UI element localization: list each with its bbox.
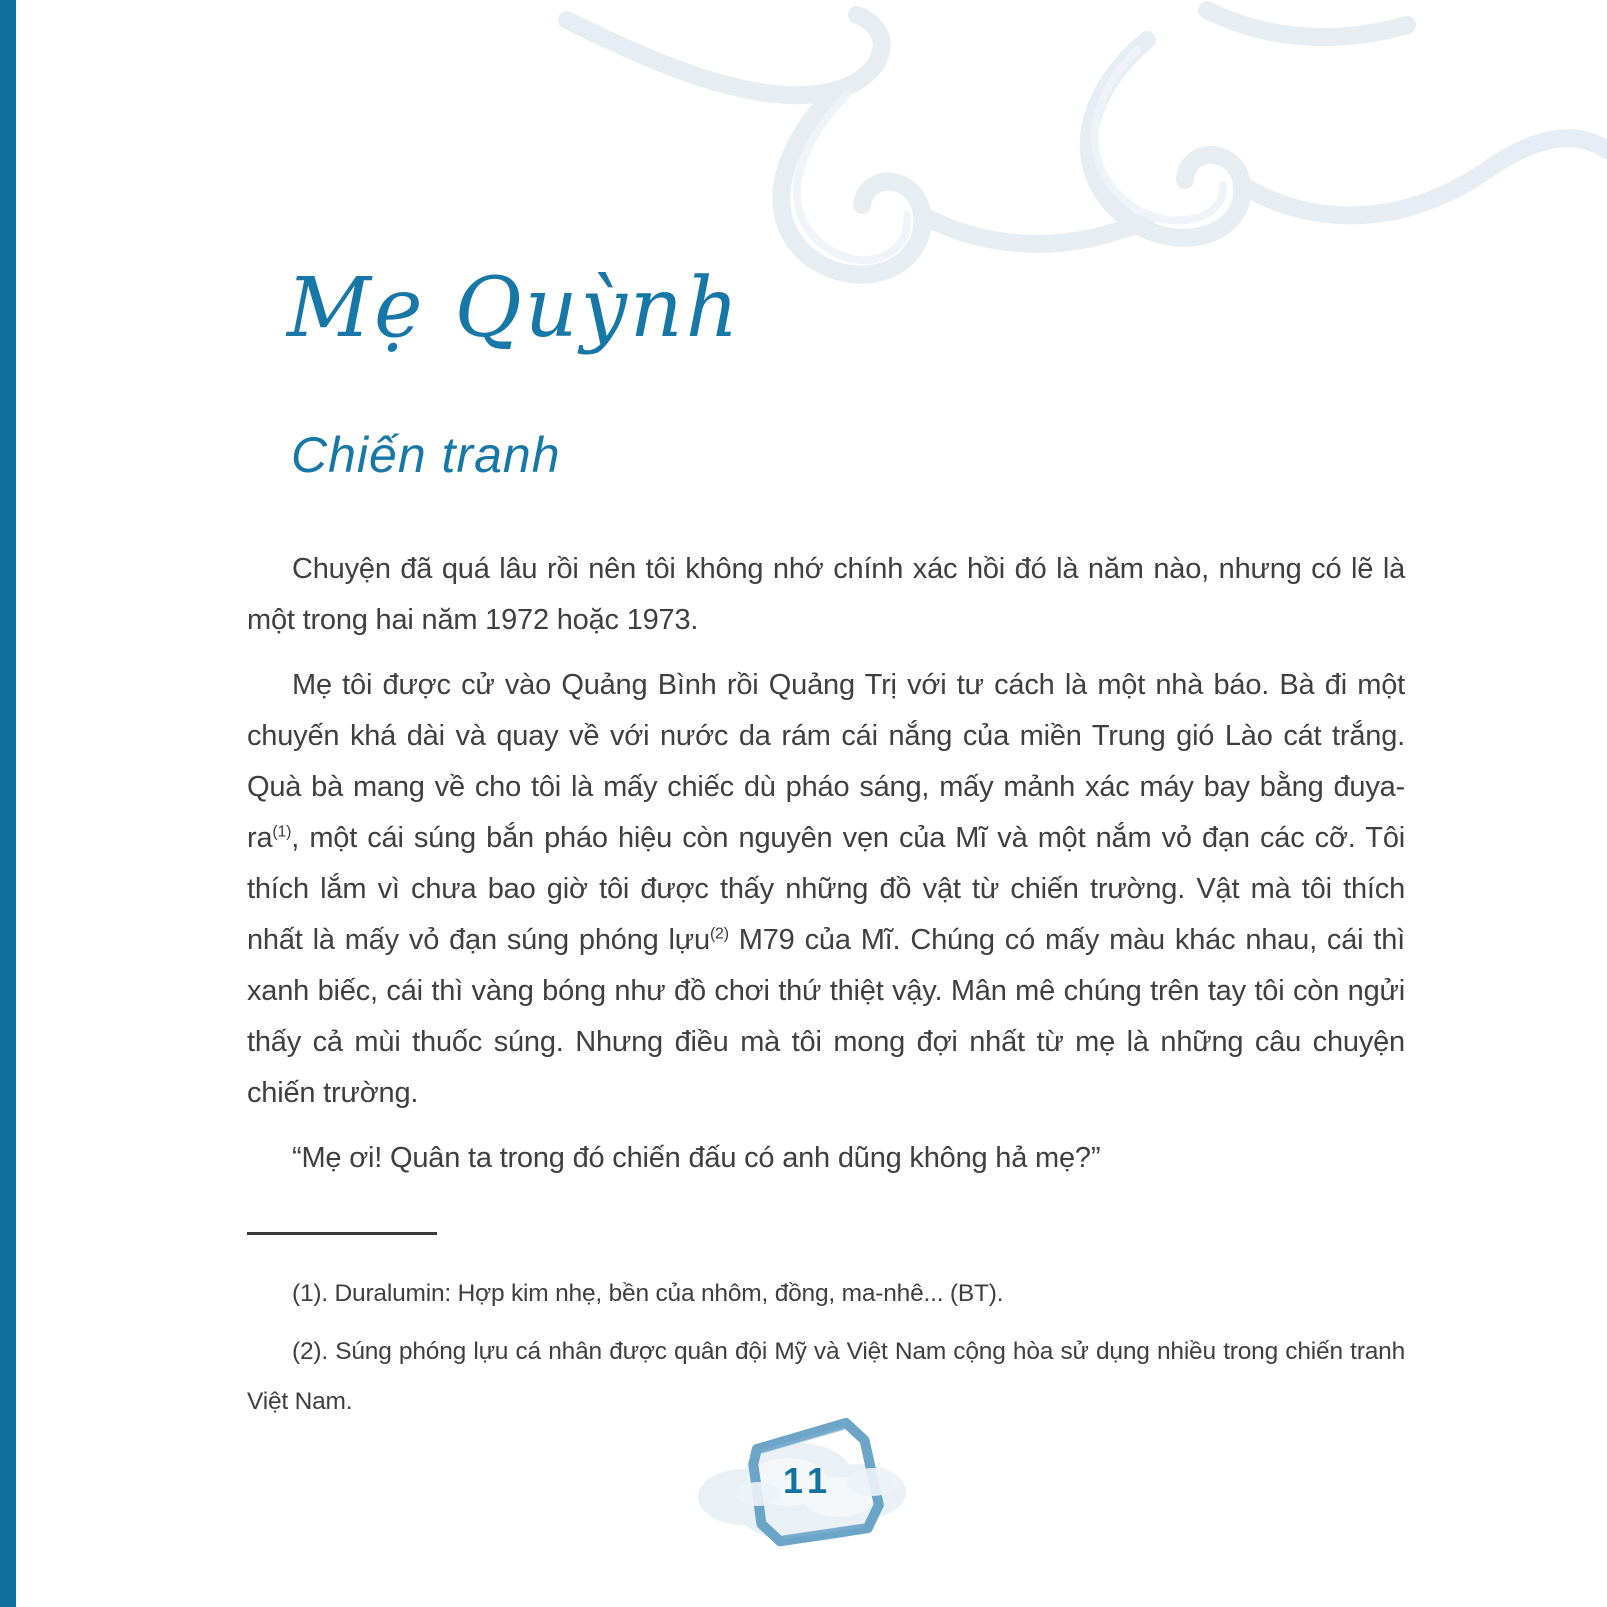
paragraph-1 — [247, 544, 1405, 646]
dialogue-line — [247, 1133, 1405, 1184]
dialogue-text: “Mẹ ơi! Quân ta trong đó chiến đấu có anh dũng không hả mẹ?” — [292, 1142, 1101, 1174]
footnote-2: (2). Súng phóng lựu cá nhân được quân đội Mỹ và Việt Nam cộng hòa sử dụng nhiều trong chiến tranh Việt Nam. — [247, 1338, 1405, 1415]
page-title: Mẹ Quỳnh — [287, 261, 742, 356]
footnote-1: (1). Duralumin: Hợp kim nhẹ, bền của nhôm, đồng, ma-nhê... (BT). — [292, 1280, 1004, 1307]
paragraph-1-text: Chuyện đã quá lâu rồi nên tôi không nhớ chính xác hồi đó là năm nào, nhưng có lẽ là một trong hai năm 1972 hoặc 1973. — [247, 553, 1405, 636]
page-number-mark — [688, 1402, 928, 1602]
paragraph-2 — [247, 660, 1405, 1119]
left-accent-bar — [0, 0, 16, 1607]
footnote-ref-1: (1) — [272, 823, 292, 841]
paragraph-2-text-a: Mẹ tôi được cử vào Quảng Bình rồi Quảng Trị với tư cách là một nhà báo. Bà đi một chuyến khá dài và quay về với nước da rám cái nắng của miền Trung gió Lào cát trắng. Quà bà mang về cho tôi là mấy chiếc dù pháo sáng, mấy mảnh xác máy bay bằng đuya-ra — [247, 669, 1405, 854]
paragraph-2-text-b: , một cái súng bắn pháo hiệu còn nguyên vẹn của Mĩ và một nắm vỏ đạn các cỡ. Tôi thích lắm vì chưa bao giờ tôi được thấy những đồ vật từ chiến trường. Vật mà tôi thích nhất là mấy vỏ đạn súng phóng lựu — [247, 822, 1405, 956]
body-text — [247, 544, 1405, 1184]
footnote-separator — [247, 1232, 437, 1235]
page-number: 11 — [782, 1460, 834, 1501]
footnote-ref-2: (2) — [709, 925, 729, 943]
paragraph-2-text-c: M79 của Mĩ. Chúng có mấy màu khác nhau, cái thì xanh biếc, cái thì vàng bóng như đồ chơi thứ thiệt vậy. Mân mê chúng trên tay tôi còn ngửi thấy cả mùi thuốc súng. Nhưng điều mà tôi mong đợi nhất từ mẹ là những câu chuyện chiến trường. — [247, 924, 1405, 1109]
page-content — [247, 0, 1405, 1435]
cloud-frame-illustration — [688, 1402, 928, 1602]
chapter-subtitle: Chiến tranh — [291, 427, 561, 483]
